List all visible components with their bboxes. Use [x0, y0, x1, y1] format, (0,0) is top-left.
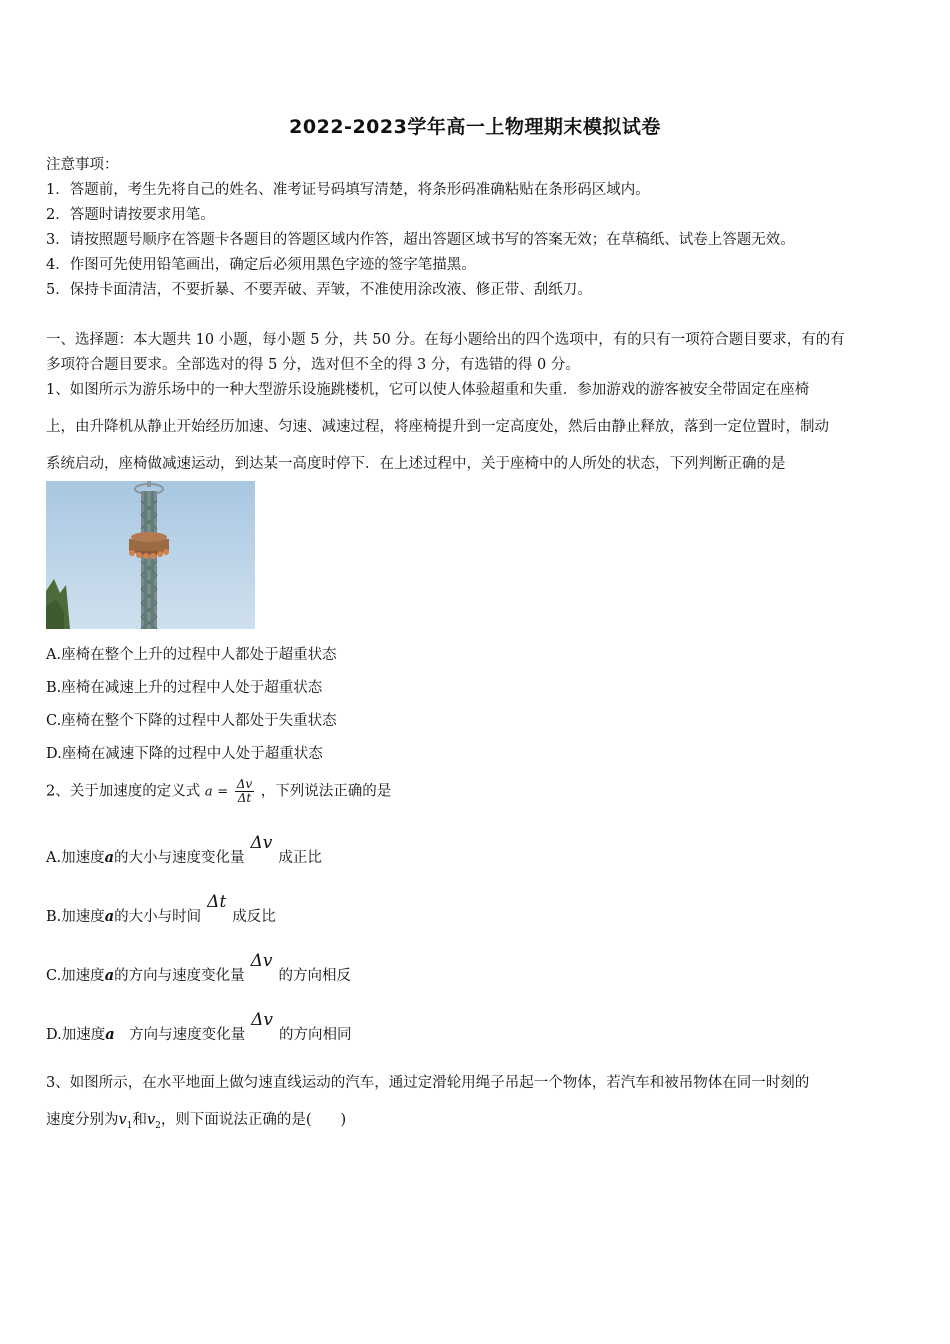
- option-suffix: 的方向相同: [279, 1027, 352, 1043]
- velocity-v1-subscript: 1: [126, 1120, 133, 1131]
- option-symbol: Δv: [250, 833, 273, 853]
- notice-item-5: 5．保持卡面清洁，不要折暴、不要弄破、弄皱，不准使用涂改液、修正带、刮纸刀。: [46, 282, 592, 298]
- notice-item-2: 2．答题时请按要求用笔。: [46, 207, 215, 223]
- option-symbol: Δt: [207, 892, 227, 912]
- question-2-stem-after: ，下列说法正确的是: [260, 783, 392, 800]
- question-2-option-c: [46, 951, 351, 985]
- option-variable: a: [104, 967, 115, 984]
- page-title: 2022-2023学年高一上物理期末模拟试卷: [289, 116, 661, 138]
- option-suffix: 成反比: [232, 909, 276, 925]
- formula-a: a: [204, 784, 213, 800]
- notice-item-1: 1．答题前，考生先将自己的姓名、准考证号码填写清楚，将条形码准确粘贴在条形码区域内。: [46, 182, 650, 198]
- question-3-and: 和: [132, 1112, 147, 1128]
- question-2-stem-before: 2、关于加速度的定义式: [46, 783, 201, 800]
- velocity-v2-subscript: 2: [155, 1120, 161, 1131]
- drop-tower-photo: [46, 481, 255, 629]
- option-middle: 的大小与时间: [114, 909, 202, 925]
- question-2-option-b: [46, 892, 276, 926]
- option-prefix: B.加速度: [46, 909, 105, 925]
- notice-item-3: 3．请按照题号顺序在答题卡各题目的答题区域内作答，超出答题区域书写的答案无效；在草稿纸、试卷上答题无效。: [46, 232, 795, 248]
- question-1-stem-2: 上，由升降机从静止开始经历加速、匀速、减速过程，将座椅提升到一定高度处，然后由静止释放，落到一定位置时，制动: [46, 419, 829, 435]
- question-1-stem-1: 1、如图所示为游乐场中的一种大型游乐设施跳楼机，它可以使人体验超重和失重．参加游戏的游客被安全带固定在座椅: [46, 382, 810, 398]
- question-3-stem-post: ，则下面说法正确的是( ): [160, 1112, 347, 1128]
- velocity-v1: v: [118, 1112, 127, 1128]
- option-middle: 的大小与速度变化量: [114, 850, 245, 866]
- question-2-stem: [46, 778, 391, 805]
- question-3-stem-2: [46, 1108, 346, 1131]
- question-1-option-b: B.座椅在减速上升的过程中人处于超重状态: [46, 680, 323, 696]
- section-instructions-2: 多项符合题目要求。全部选对的得 5 分，选对但不全的得 3 分，有选错的得 0 分。: [46, 357, 580, 373]
- option-prefix: C.加速度: [46, 968, 105, 984]
- notice-heading: 注意事项：: [46, 157, 119, 173]
- question-1-option-d: D.座椅在减速下降的过程中人处于超重状态: [46, 746, 323, 762]
- question-1-option-a: A.座椅在整个上升的过程中人都处于超重状态: [46, 647, 337, 663]
- option-symbol: Δv: [250, 951, 273, 971]
- question-2-option-d: [46, 1010, 352, 1044]
- option-variable: a: [105, 1026, 115, 1043]
- option-prefix: A.加速度: [46, 850, 105, 866]
- formula-denominator: Δt: [237, 791, 252, 805]
- option-suffix: 的方向相反: [278, 968, 351, 984]
- question-2-option-a: [46, 833, 322, 867]
- question-1-stem-3: 系统启动，座椅做减速运动，到达某一高度时停下．在上述过程中，关于座椅中的人所处的状态，下列判断正确的是: [46, 456, 786, 472]
- question-1-option-c: C.座椅在整个下降的过程中人都处于失重状态: [46, 713, 337, 729]
- option-middle: 方向与速度变化量: [114, 1027, 246, 1043]
- option-variable: a: [104, 849, 114, 866]
- section-instructions-1: 一、选择题：本大题共 10 小题，每小题 5 分，共 50 分。在每小题给出的四个选项中，有的只有一项符合题目要求，有的有: [46, 332, 845, 348]
- option-suffix: 成正比: [278, 850, 322, 866]
- formula-fraction: [235, 778, 254, 805]
- formula-equals: =: [217, 784, 229, 800]
- option-variable: a: [104, 908, 115, 925]
- question-3-stem-pre: 速度分别为: [46, 1112, 119, 1128]
- velocity-v2: v: [146, 1112, 156, 1128]
- option-prefix: D.加速度: [46, 1027, 106, 1043]
- option-middle: 的方向与速度变化量: [114, 968, 245, 984]
- question-3-stem-1: 3、如图所示，在水平地面上做匀速直线运动的汽车，通过定滑轮用绳子吊起一个物体，若汽车和被吊物体在同一时刻的: [46, 1075, 810, 1091]
- notice-item-4: 4．作图可先使用铅笔画出，确定后必须用黑色字迹的签字笔描黑。: [46, 257, 476, 273]
- formula-numerator: Δv: [236, 777, 253, 791]
- option-symbol: Δv: [251, 1010, 274, 1030]
